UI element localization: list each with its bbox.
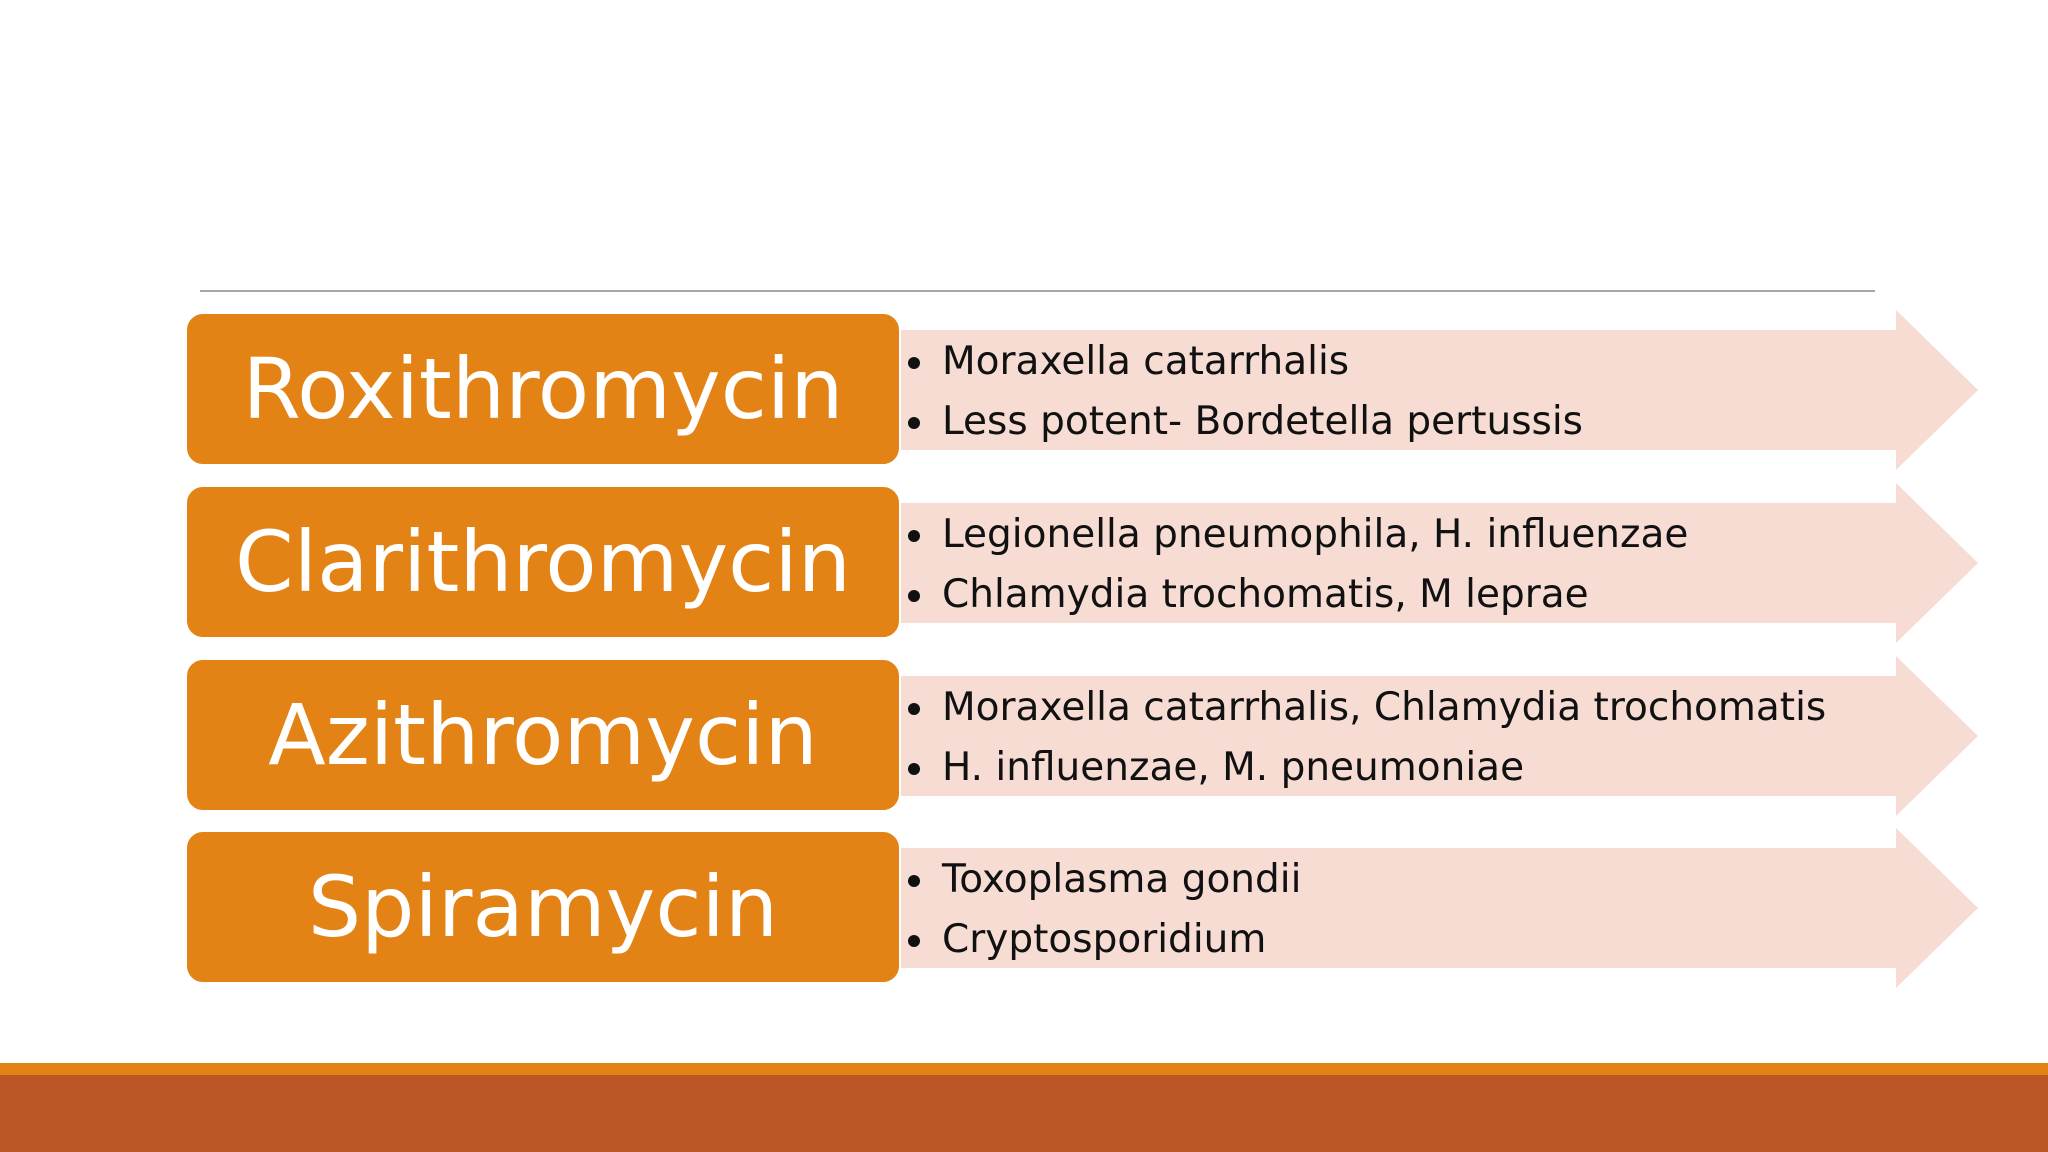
organism-text: Less potent- Bordetella pertussis	[942, 399, 1584, 444]
list-item	[902, 678, 1826, 738]
list-item	[902, 850, 1301, 910]
list-item	[902, 505, 1688, 565]
organism-list	[902, 332, 1583, 452]
list-item	[902, 738, 1826, 798]
footer-accent-stripe	[0, 1063, 2048, 1075]
organism-list	[902, 678, 1826, 798]
drug-row-spiramycin	[0, 828, 2048, 988]
organism-list	[902, 505, 1688, 625]
organism-text: H. influenzae, M. pneumoniae	[942, 745, 1525, 790]
drug-box	[185, 485, 901, 639]
drug-row-clarithromycin	[0, 483, 2048, 643]
bullet-icon	[908, 357, 920, 369]
title-underline-rule	[200, 290, 1875, 292]
drug-box	[185, 312, 901, 466]
list-item	[902, 392, 1583, 452]
list-item	[902, 910, 1301, 970]
organism-text: Legionella pneumophila, H. influenzae	[942, 512, 1689, 557]
footer-band	[0, 1075, 2048, 1152]
bullet-icon	[908, 417, 920, 429]
organism-text: Moraxella catarrhalis	[942, 339, 1350, 384]
drug-name: Spiramycin	[307, 858, 779, 956]
drug-name: Roxithromycin	[242, 340, 844, 438]
organism-text: Moraxella catarrhalis, Chlamydia trochomatis	[942, 685, 1827, 730]
drug-row-roxithromycin	[0, 310, 2048, 470]
organism-text: Cryptosporidium	[942, 917, 1267, 962]
drug-name: Azithromycin	[268, 686, 818, 784]
bullet-icon	[908, 703, 920, 715]
bullet-icon	[908, 763, 920, 775]
drug-name: Clarithromycin	[235, 513, 851, 611]
organism-list	[902, 850, 1301, 970]
drug-box	[185, 830, 901, 984]
bullet-icon	[908, 935, 920, 947]
drug-box	[185, 658, 901, 812]
organism-text: Chlamydia trochomatis, M leprae	[942, 572, 1589, 617]
list-item	[902, 565, 1688, 625]
bullet-icon	[908, 875, 920, 887]
list-item	[902, 332, 1583, 392]
bullet-icon	[908, 590, 920, 602]
bullet-icon	[908, 530, 920, 542]
drug-row-azithromycin	[0, 656, 2048, 816]
organism-text: Toxoplasma gondii	[942, 857, 1302, 902]
